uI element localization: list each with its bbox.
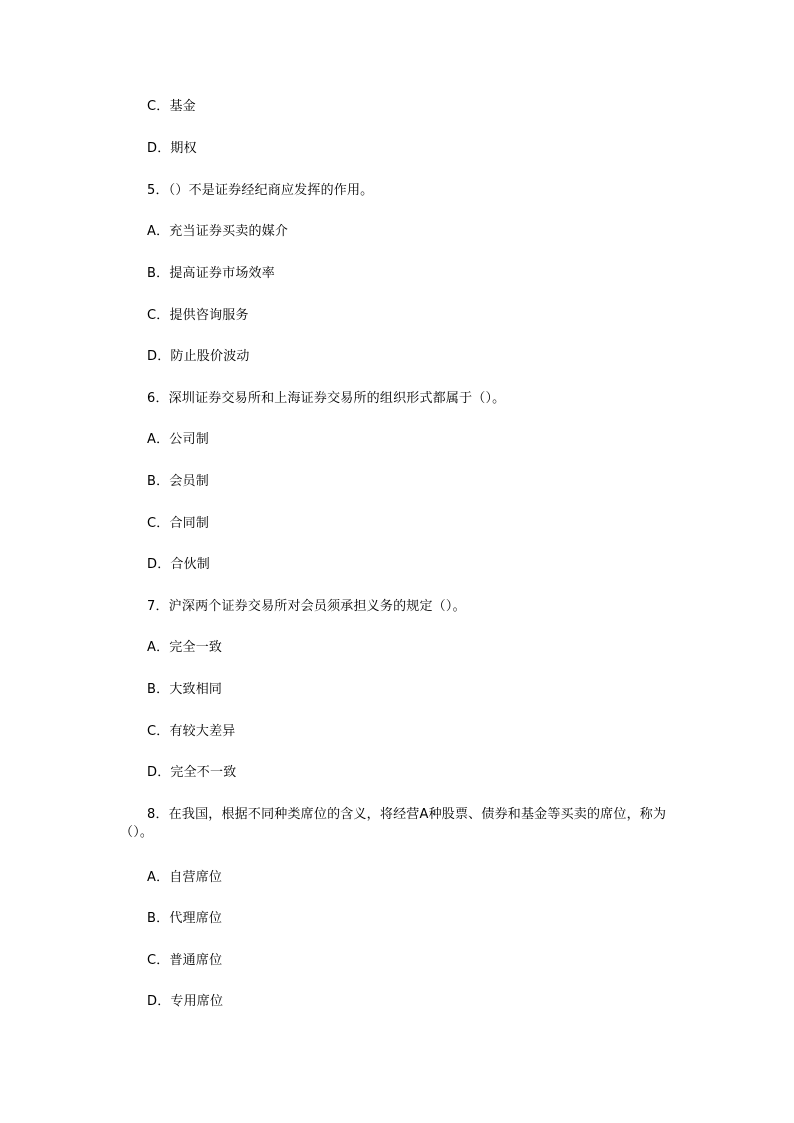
question-5: 5．（）不是证券经纪商应发挥的作用。 xyxy=(147,183,374,198)
question-6: 6．深圳证券交易所和上海证券交易所的组织形式都属于（）。 xyxy=(147,391,506,406)
option-b-q6: B．会员制 xyxy=(147,474,209,489)
option-c-q7: C．有较大差异 xyxy=(147,724,236,739)
option-a-q6: A．公司制 xyxy=(147,432,209,447)
option-b-q7: B．大致相同 xyxy=(147,682,223,697)
option-c-q8: C．普通席位 xyxy=(147,953,223,968)
option-d-q4: D．期权 xyxy=(147,141,197,156)
option-c-q6: C．合同制 xyxy=(147,516,210,531)
option-a-q8: A．自营席位 xyxy=(147,870,223,885)
option-d-q8: D．专用席位 xyxy=(147,994,224,1009)
question-7: 7．沪深两个证券交易所对会员须承担义务的规定（）。 xyxy=(147,599,466,614)
option-b-q5: B．提高证券市场效率 xyxy=(147,266,275,281)
option-d-q7: D．完全不一致 xyxy=(147,765,237,780)
option-c-q4: C．基金 xyxy=(147,99,196,114)
option-c-q5: C．提供咨询服务 xyxy=(147,308,249,323)
option-a-q7: A．完全一致 xyxy=(147,640,223,655)
option-d-q5: D．防止股价波动 xyxy=(147,349,250,364)
option-a-q5: A．充当证券买卖的媒介 xyxy=(147,224,289,239)
question-8: 8．在我国，根据不同种类席位的含义，将经营A种股票、债券和基金等买卖的席位，称为（）。 xyxy=(120,807,667,840)
option-d-q6: D．合伙制 xyxy=(147,557,211,572)
option-b-q8: B．代理席位 xyxy=(147,911,223,926)
